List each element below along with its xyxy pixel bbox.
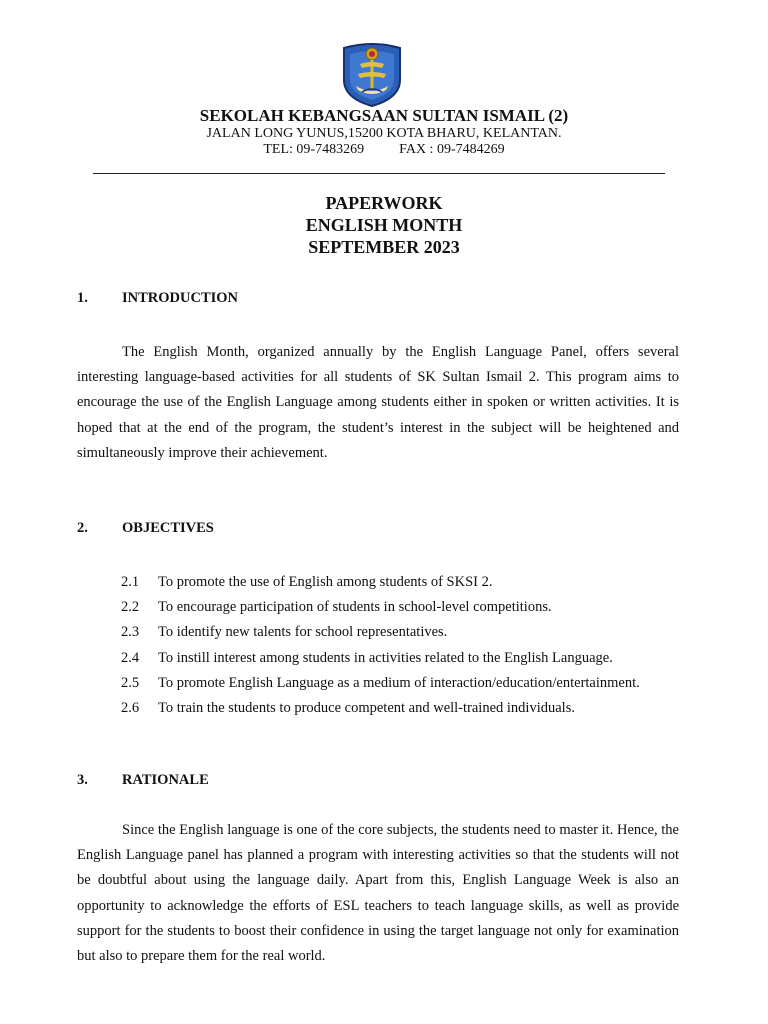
school-name: SEKOLAH KEBANGSAAN SULTAN ISMAIL (2) <box>199 106 569 125</box>
item-number: 2.2 <box>121 599 140 616</box>
list-item <box>121 696 640 721</box>
item-text: To promote English Language as a medium of interaction/education/entertainment. <box>158 674 640 691</box>
list-item <box>121 620 640 645</box>
item-number: 2.1 <box>121 574 140 590</box>
item-number: 2.6 <box>121 699 140 716</box>
introduction-paragraph: The English Month, organized annually by the English Language Panel, offers several interesting language-based activities for all students of SK Sultan Ismail 2. This program aims to encourage the use of the English Language among students either in spoken or written activities. It is hoped that at the end of the program, the student’s interest in the subject will be heightened and simultaneously improve their achievement. <box>77 344 679 461</box>
title-line-3: SEPTEMBER 2023 <box>308 237 460 257</box>
rationale-paragraph: Since the English language is one of the core subjects, the students need to master it. Hence, the English Language panel has planned a program with interesting activities so that the students will not be doubtful about using the language daily. Apart from this, English Language Week is also an opportunity to acknowledge the efforts of ESL teachers to teach language skills, as well as provide support for the students to boost their confidence in using the target language not only for examination but also to prepare them for the real world. <box>77 822 679 965</box>
item-number: 2.3 <box>121 624 140 641</box>
header-divider <box>93 173 665 174</box>
school-address: JALAN LONG YUNUS,15200 KOTA BHARU, KELANTAN. <box>206 126 562 141</box>
title-line-1: PAPERWORK <box>325 193 443 213</box>
section-number: 1. <box>77 290 88 306</box>
item-number: 2.4 <box>121 649 140 666</box>
list-item <box>121 570 640 595</box>
item-text: To train the students to produce competent and well-trained individuals. <box>158 699 575 716</box>
section-number: 3. <box>77 772 88 788</box>
objectives-list <box>121 570 640 721</box>
item-text: To identify new talents for school representatives. <box>158 624 448 641</box>
school-fax: FAX : 09-7484269 <box>399 142 505 157</box>
school-crest-logo <box>338 40 406 108</box>
item-number: 2.5 <box>121 674 140 691</box>
title-line-2: ENGLISH MONTH <box>305 215 463 235</box>
list-item <box>121 646 640 671</box>
section-title: INTRODUCTION <box>122 290 239 306</box>
school-contact <box>0 142 768 158</box>
school-tel: TEL: 09-7483269 <box>263 142 365 157</box>
item-text: To encourage participation of students in school-level competitions. <box>158 599 552 616</box>
item-text: To promote the use of English among students of SKSI 2. <box>158 574 493 590</box>
section-heading-objectives <box>77 520 214 537</box>
item-text: To instill interest among students in activities related to the English Language. <box>158 649 613 666</box>
section-title: OBJECTIVES <box>122 520 214 536</box>
section-heading-introduction <box>77 290 238 307</box>
document-title <box>0 192 768 258</box>
section-number: 2. <box>77 520 88 536</box>
list-item <box>121 671 640 696</box>
section-title: RATIONALE <box>122 772 209 788</box>
list-item <box>121 595 640 620</box>
section-heading-rationale <box>77 772 209 789</box>
